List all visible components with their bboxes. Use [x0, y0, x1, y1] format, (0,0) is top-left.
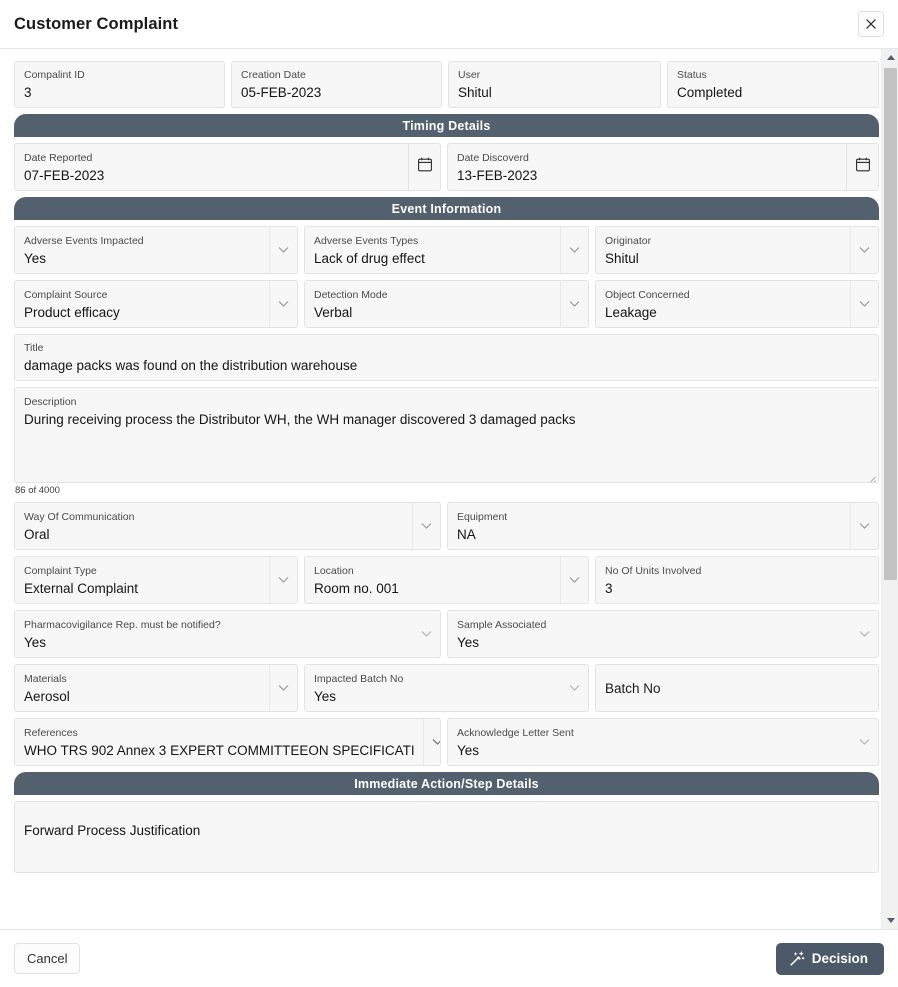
section-header-event: Event Information	[14, 197, 879, 220]
field-label: References	[24, 726, 78, 739]
scroll-up-arrow-icon	[887, 55, 895, 60]
field-value: 3	[24, 85, 32, 100]
field-description[interactable]	[14, 387, 879, 483]
field-label: Adverse Events Types	[314, 234, 419, 247]
field-value: Verbal	[314, 304, 353, 320]
dialog-body	[0, 49, 898, 929]
field-label: User	[458, 69, 481, 81]
field-value: 05-FEB-2023	[241, 85, 322, 100]
chevron-down-icon	[421, 625, 432, 643]
chevron-down-icon	[569, 571, 580, 589]
scrollbar-thumb[interactable]	[884, 68, 897, 580]
materials-dropdown-button[interactable]	[269, 665, 297, 711]
dialog-footer	[0, 929, 898, 987]
field-references[interactable]	[14, 718, 441, 766]
field-immediate-action[interactable]	[14, 801, 879, 873]
field-label: Equipment	[457, 510, 508, 523]
chevron-down-icon	[569, 679, 580, 697]
field-detection-mode[interactable]	[304, 280, 589, 328]
description-resize-handle[interactable]	[867, 472, 876, 481]
section-header-immediate-action: Immediate Action/Step Details	[14, 772, 879, 795]
chevron-down-icon	[278, 571, 289, 589]
title-row	[14, 334, 879, 381]
close-button[interactable]	[858, 11, 884, 37]
description-row	[14, 387, 879, 483]
chevron-down-icon	[278, 679, 289, 697]
field-no-of-units-involved[interactable]	[595, 556, 879, 604]
immediate-action-placeholder: Forward Process Justification	[24, 823, 201, 838]
adverse-events-types-dropdown-button[interactable]	[560, 227, 588, 273]
event-row-5	[14, 610, 879, 658]
field-adverse-events-types[interactable]	[304, 226, 589, 274]
field-label: Creation Date	[241, 69, 306, 81]
field-materials[interactable]	[14, 664, 298, 712]
timing-row	[14, 143, 879, 191]
field-label: Adverse Events Impacted	[24, 234, 144, 247]
field-value: Yes	[314, 688, 337, 704]
field-label: Materials	[24, 672, 67, 685]
field-value: Room no. 001	[314, 580, 399, 596]
calendar-icon	[856, 157, 870, 177]
field-label: Date Discoverd	[457, 151, 529, 164]
field-value: During receiving process the Distributor WH, the WH manager discovered 3 damaged packs	[24, 412, 576, 427]
field-value: WHO TRS 902 Annex 3 EXPERT COMMITTEEON SPECIFICATI	[24, 742, 415, 758]
field-value: Yes	[24, 634, 47, 650]
originator-dropdown-button[interactable]	[850, 227, 878, 273]
decision-button[interactable]	[776, 943, 884, 975]
chevron-down-icon	[432, 733, 441, 751]
object-concerned-dropdown-button[interactable]	[850, 281, 878, 327]
field-value: Leakage	[605, 304, 657, 320]
field-label: Complaint Source	[24, 288, 108, 301]
chevron-down-icon	[859, 625, 870, 643]
field-value: Yes	[24, 250, 47, 266]
cancel-button[interactable]: Cancel	[14, 943, 80, 974]
field-batch-no[interactable]	[595, 664, 879, 712]
chevron-down-icon	[569, 295, 580, 313]
field-label: Sample Associated	[457, 618, 547, 631]
field-value: Shitul	[458, 85, 492, 100]
field-value: External Complaint	[24, 580, 139, 596]
field-label: No Of Units Involved	[605, 564, 702, 577]
chevron-down-icon	[278, 241, 289, 259]
decision-button-label: Decision	[811, 951, 868, 966]
event-row-6	[14, 664, 879, 712]
chevron-down-icon	[859, 733, 870, 751]
field-acknowledge-letter-sent[interactable]	[447, 718, 879, 766]
chevron-down-icon	[859, 241, 870, 259]
field-status[interactable]	[667, 61, 879, 108]
scroll-down-arrow-icon	[887, 918, 895, 923]
field-originator[interactable]	[595, 226, 879, 274]
field-sample-associated[interactable]	[447, 610, 879, 658]
field-value: Shitul	[605, 250, 639, 266]
complaint-type-dropdown-button[interactable]	[269, 557, 297, 603]
complaint-source-dropdown-button[interactable]	[269, 281, 297, 327]
chevron-down-icon	[859, 295, 870, 313]
event-row-7	[14, 718, 879, 766]
field-complaint-source[interactable]	[14, 280, 298, 328]
field-value: Yes	[457, 742, 480, 758]
batch-no-placeholder: Batch No	[605, 680, 661, 696]
scroll-up-button[interactable]	[882, 49, 898, 66]
field-location[interactable]	[304, 556, 589, 604]
immediate-action-row	[14, 801, 879, 873]
field-value: 3	[605, 580, 613, 596]
way-of-communication-dropdown-button[interactable]	[412, 503, 440, 549]
field-impacted-batch-no[interactable]	[304, 664, 589, 712]
field-label: Complaint Type	[24, 564, 97, 577]
field-label: Impacted Batch No	[314, 672, 404, 685]
field-value: Yes	[457, 634, 480, 650]
field-equipment[interactable]	[447, 502, 879, 550]
field-complaint-id[interactable]	[14, 61, 225, 108]
close-icon	[865, 18, 877, 30]
chevron-down-icon	[569, 241, 580, 259]
pharmacovigilance-dropdown-button[interactable]	[412, 611, 440, 657]
field-label: Description	[24, 396, 77, 408]
field-label: Compalint ID	[24, 69, 85, 81]
equipment-dropdown-button[interactable]	[850, 503, 878, 549]
dialog-header	[0, 0, 898, 49]
field-label: Way Of Communication	[24, 510, 135, 523]
date-reported-calendar-button[interactable]	[408, 144, 440, 190]
event-row-3	[14, 502, 879, 550]
chevron-down-icon	[421, 517, 432, 535]
field-value: Lack of drug effect	[314, 250, 425, 266]
field-label: Status	[677, 69, 707, 81]
calendar-icon	[418, 157, 432, 177]
field-value: 07-FEB-2023	[24, 167, 105, 183]
field-label: Title	[24, 342, 44, 354]
magic-wand-icon	[789, 951, 805, 967]
field-label: Location	[314, 564, 354, 577]
page-title: Customer Complaint	[14, 14, 179, 33]
section-header-timing: Timing Details	[14, 114, 879, 137]
field-date-reported[interactable]	[14, 143, 441, 191]
chevron-down-icon	[859, 517, 870, 535]
field-value: Aerosol	[24, 688, 70, 704]
field-label: Detection Mode	[314, 288, 388, 301]
acknowledge-letter-sent-dropdown-button[interactable]	[850, 719, 878, 765]
field-label: Object Concerned	[605, 288, 690, 301]
event-row-1	[14, 226, 879, 274]
field-label: Date Reported	[24, 151, 93, 164]
field-value: NA	[457, 526, 476, 542]
field-value: damage packs was found on the distribution warehouse	[24, 358, 358, 373]
location-dropdown-button[interactable]	[560, 557, 588, 603]
field-value: Oral	[24, 526, 50, 542]
adverse-events-impacted-dropdown-button[interactable]	[269, 227, 297, 273]
scroll-down-button[interactable]	[882, 912, 898, 929]
identity-row	[14, 61, 879, 108]
field-label: Acknowledge Letter Sent	[457, 726, 574, 739]
chevron-down-icon	[278, 295, 289, 313]
detection-mode-dropdown-button[interactable]	[560, 281, 588, 327]
field-adverse-events-impacted[interactable]	[14, 226, 298, 274]
field-object-concerned[interactable]	[595, 280, 879, 328]
field-value: 13-FEB-2023	[457, 167, 538, 183]
field-way-of-communication[interactable]	[14, 502, 441, 550]
field-pharmacovigilance-notified[interactable]	[14, 610, 441, 658]
event-row-4	[14, 556, 879, 604]
field-complaint-type[interactable]	[14, 556, 298, 604]
field-title[interactable]	[14, 334, 879, 381]
description-character-counter: 86 of 4000	[15, 485, 60, 496]
date-discovered-calendar-button[interactable]	[846, 144, 878, 190]
field-value: Completed	[677, 85, 743, 100]
field-label: Pharmacovigilance Rep. must be notified?	[24, 618, 221, 631]
form-content	[14, 61, 879, 873]
event-row-2	[14, 280, 879, 328]
field-user[interactable]	[448, 61, 661, 108]
field-label: Originator	[605, 234, 652, 247]
sample-associated-dropdown-button[interactable]	[850, 611, 878, 657]
impacted-batch-no-dropdown-button[interactable]	[560, 665, 588, 711]
references-dropdown-button[interactable]	[423, 719, 441, 765]
field-date-discovered[interactable]	[447, 143, 879, 191]
field-creation-date[interactable]	[231, 61, 442, 108]
field-value: Product efficacy	[24, 304, 120, 320]
vertical-scrollbar[interactable]	[881, 49, 898, 929]
